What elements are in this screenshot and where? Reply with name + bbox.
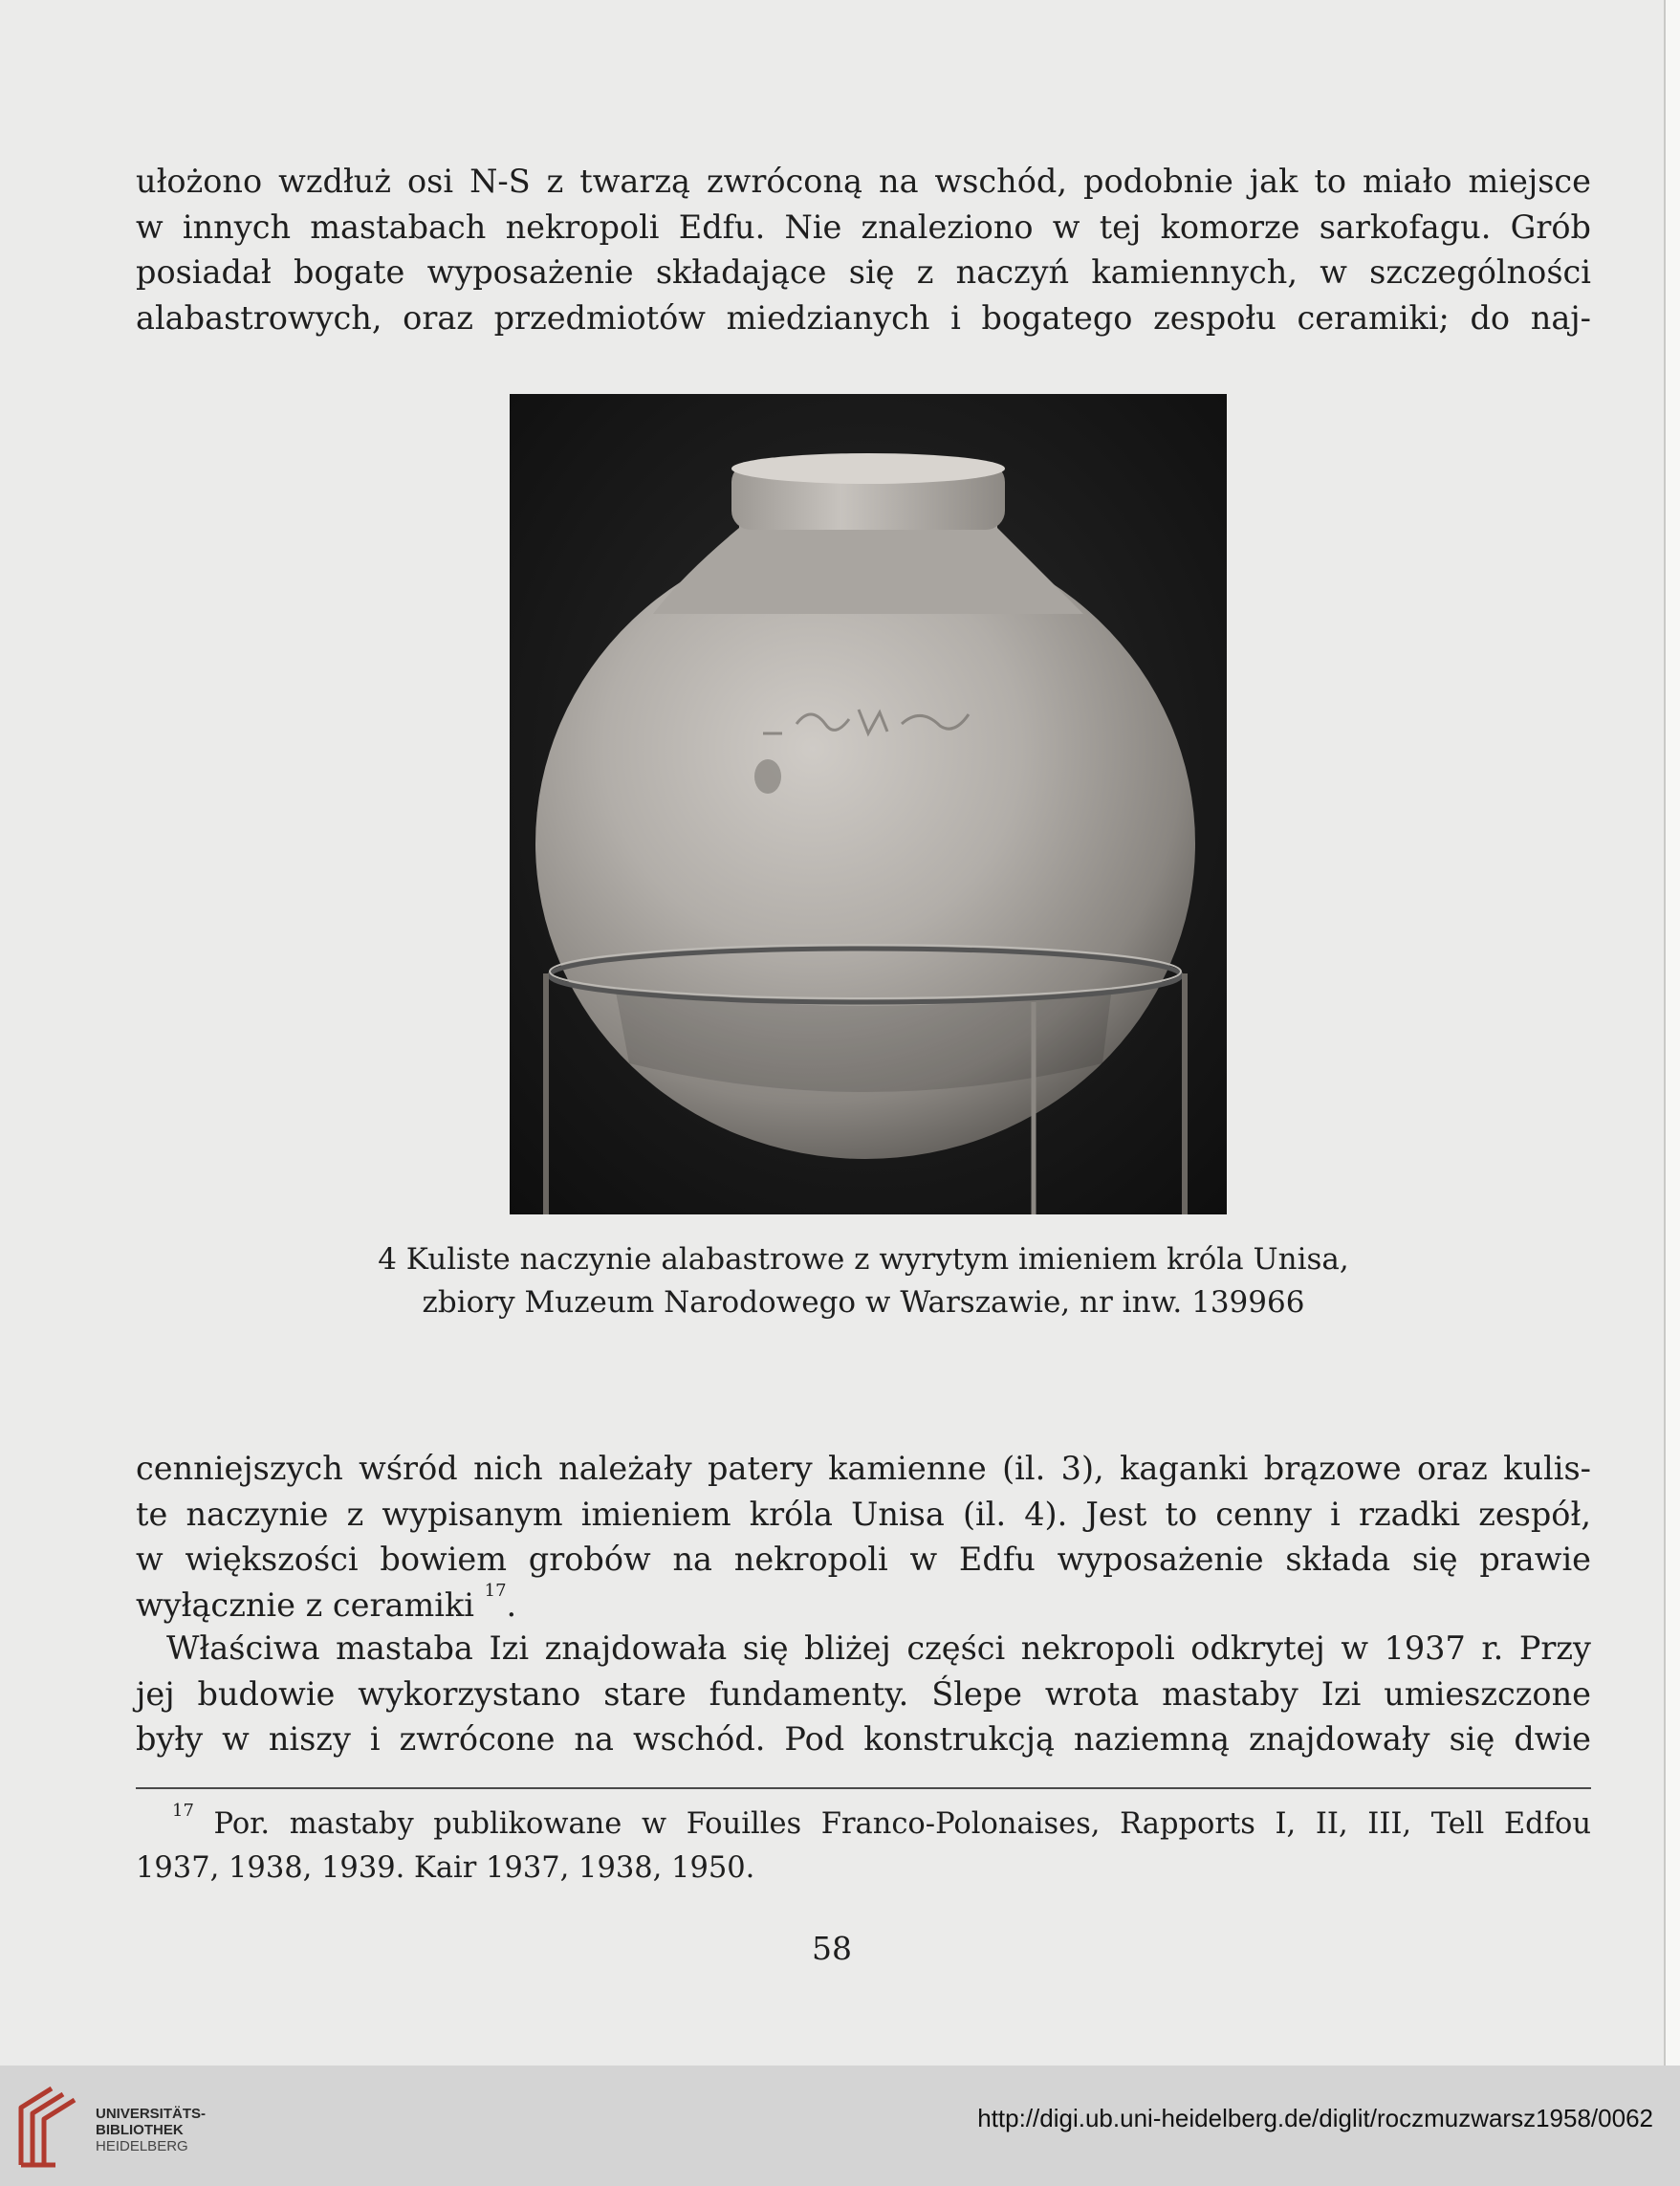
library-name-line: BIBLIOTHEK [96,2122,184,2138]
caption-line: 4 Kuliste naczynie alabastrowe z wyrytym imieniem króla Unisa, [378,1242,1349,1277]
footnote-line: 1937, 1938, 1939. Kair 1937, 1938, 1950. [136,1851,755,1885]
page-edge [1664,0,1680,2066]
footnote-divider [136,1787,1591,1789]
text-line: w większości bowiem grobów na nekropoli w Edfu wyposażenie składa się prawie [136,1541,1591,1578]
library-name-line: HEIDELBERG [96,2138,188,2154]
viewer-footer [0,2066,1680,2186]
text-line: alabastrowych, oraz przedmiotów miedzianych i bogatego zespołu ceramiki; do naj- [136,298,1591,337]
footnote-text: Por. mastaby publikowane w Fouilles Franco-Polonaises, Rapports I, II, III, Tell Edfou [213,1807,1591,1841]
text-line: ułożono wzdłuż osi N-S z twarzą zwróconą na wschód, podobnie jak to miało miejsce [136,163,1591,200]
footnote-line [136,1803,1591,1847]
text-line: Właściwa mastaba Izi znajdowała się bliżej części nekropoli odkrytej w 1937 r. Przy [166,1629,1591,1667]
footnote-number: 17 [172,1801,194,1821]
text-line: te naczynie z wypisanym imieniem króla Unisa (il. 4). Jest to cenny i rzadki zespół, [136,1495,1591,1533]
text-line: posiadał bogate wyposażenie składające się z naczyń kamiennych, w szczególności [136,253,1591,291]
library-name [96,2106,206,2154]
library-name-line: UNIVERSITÄTS- [96,2106,207,2122]
footnote [136,1803,1591,1891]
text-line: jej budowie wykorzystano stare fundamenty. Ślepe wrota mastaby Izi umieszczone [136,1674,1591,1713]
text-line: w innych mastabach nekropoli Edfu. Nie znaleziono w tej komorze sarkofagu. Grób [136,208,1591,246]
text-line: cenniejszych wśród nich należały patery kamienne (il. 3), kaganki brązowe oraz kulis- [136,1450,1591,1487]
body-paragraph-bottom [136,1626,1591,1762]
body-paragraph-middle [136,1446,1591,1628]
vessel-photograph [510,394,1227,1214]
text-line: były w niszy i zwrócone na wschód. Pod konstrukcją naziemną znajdowały się dwie [136,1720,1591,1758]
caption-line: zbiory Muzeum Narodowego w Warszawie, nr inw. 139966 [422,1285,1305,1320]
page-number: 58 [812,1930,852,1967]
footnote-reference[interactable]: 17 [484,1580,507,1601]
university-library-logo-icon[interactable] [13,2079,82,2171]
text-line: wyłącznie z ceramiki $^{17}$. [136,1580,517,1624]
permalink-url[interactable]: http://digi.ub.uni-heidelberg.de/diglit/roczmuzwarsz1958/0062 [977,2104,1653,2132]
body-paragraph-top [136,159,1591,340]
text-line-content: wyłącznie z ceramiki [136,1585,474,1624]
figure-caption [136,1238,1591,1324]
alabaster-vessel-image [510,394,1227,1214]
